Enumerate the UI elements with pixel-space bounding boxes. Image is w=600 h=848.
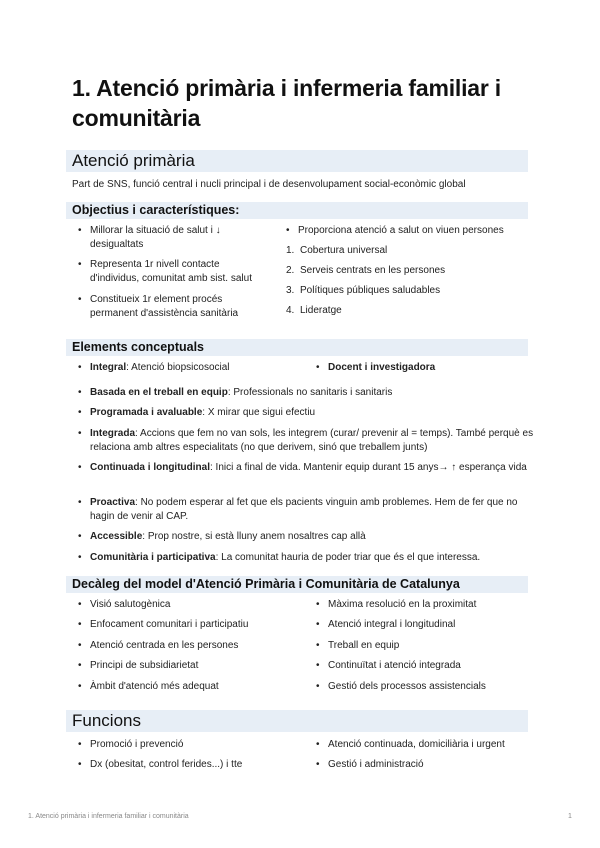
item-term: Integral: [90, 362, 127, 373]
list-item: • Atenció centrada en les persones: [76, 639, 310, 653]
item-number: 3.: [286, 285, 295, 296]
item-desc: : Atenció biopsicosocial: [126, 362, 230, 373]
item-desc: : No podem esperar al fet que els pacients vinguin amb problemes. Hem de fer que no hagin de venir al CAP.: [90, 497, 518, 522]
numbered-item: [286, 264, 540, 278]
page-title: 1. Atenció primària i infermeria familiar i comunitària: [72, 75, 501, 131]
item-text: Serveis centrats en les persones: [300, 265, 446, 276]
list-item: • Promoció i prevenció: [76, 738, 310, 752]
list-item: • Millorar la situació de salut i ↓ desigualtats: [76, 224, 270, 252]
list-item: • Gestió i administració: [314, 758, 538, 772]
list-item: • Atenció integral i longitudinal: [314, 618, 538, 632]
subheading-elements-conceptuals: Elements conceptuals: [72, 340, 204, 354]
numbered-item: [286, 304, 540, 318]
item-desc: : X mirar que sigui efectiu: [202, 407, 316, 418]
list-item: • Dx (obesitat, control ferides...) i tte: [76, 758, 310, 772]
list-item: [76, 551, 536, 565]
numbered-item: [286, 244, 540, 258]
list-item: • Proporciona atenció a salut on viuen persones: [284, 224, 538, 238]
item-text: Lideratge: [300, 305, 342, 316]
item-number: 2.: [286, 265, 295, 276]
item-text: Cobertura universal: [300, 245, 388, 256]
list-item: • Representa 1r nivell contacte d'individus, comunitat amb sist. salut: [76, 258, 270, 286]
item-desc: : Professionals no sanitaris i sanitaris: [227, 387, 393, 398]
numbered-item: [286, 284, 540, 298]
item-text: Polítiques públiques saludables: [300, 285, 441, 296]
list-item: • Treball en equip: [314, 639, 538, 653]
item-term: Integrada: [90, 428, 136, 439]
list-item: [314, 361, 538, 375]
subheading-objectius: Objectius i característiques:: [72, 203, 240, 217]
list-item: • Constitueix 1r element procés permanent d'assistència sanitària: [76, 293, 270, 321]
item-term: Programada i avaluable: [90, 407, 203, 418]
list-item: [76, 530, 536, 544]
item-term: Docent i investigadora: [328, 362, 436, 373]
list-item: • Continuïtat i atenció integrada: [314, 659, 538, 673]
list-item: • Gestió dels processos assistencials: [314, 680, 538, 694]
subheading-decaleg: Decàleg del model d'Atenció Primària i Comunitària de Catalunya: [72, 577, 460, 591]
list-item: [76, 386, 536, 400]
footer-title: 1. Atenció primària i infermeria familiar i comunitària: [28, 813, 189, 820]
section-intro: Part de SNS, funció central i nucli principal i de desenvolupament social-econòmic global: [72, 179, 466, 190]
list-item: [76, 427, 536, 455]
list-item: • Enfocament comunitari i participatiu: [76, 618, 310, 632]
item-number: 1.: [286, 245, 295, 256]
item-term: Accessible: [90, 531, 143, 542]
list-item: [76, 406, 536, 420]
section-heading-funcions: Funcions: [72, 711, 141, 730]
item-desc: : Inici a final de vida. Mantenir equip durant 15 anys→ ↑ esperança vida: [210, 462, 527, 473]
footer-page-number: 1: [568, 813, 572, 820]
list-item: • Atenció continuada, domiciliària i urgent: [314, 738, 538, 752]
item-number: 4.: [286, 305, 295, 316]
item-term: Comunitària i participativa: [90, 552, 216, 563]
item-term: Basada en el treball en equip: [90, 387, 228, 398]
list-item: • Principi de subsidiarietat: [76, 659, 310, 673]
list-item: • Visió salutogènica: [76, 598, 310, 612]
list-item: • Àmbit d'atenció més adequat: [76, 680, 310, 694]
item-desc: : La comunitat hauria de poder triar que és el que interessa.: [215, 552, 481, 563]
item-desc: : Accions que fem no van sols, les integrem (curar/ prevenir al = temps). També perquè es relaciona amb altres especialitats (no que derivem, sinó que treballem junts): [90, 428, 534, 453]
item-desc: : Prop nostre, si està lluny anem nosaltres cap allà: [142, 531, 366, 542]
list-item: [76, 361, 290, 375]
list-item: [76, 461, 536, 475]
list-item: [76, 496, 536, 524]
item-term: Continuada i longitudinal: [90, 462, 210, 473]
item-term: Proactiva: [90, 497, 136, 508]
list-item: • Màxima resolució en la proximitat: [314, 598, 538, 612]
section-heading-atencio-primaria: Atenció primària: [72, 151, 195, 170]
